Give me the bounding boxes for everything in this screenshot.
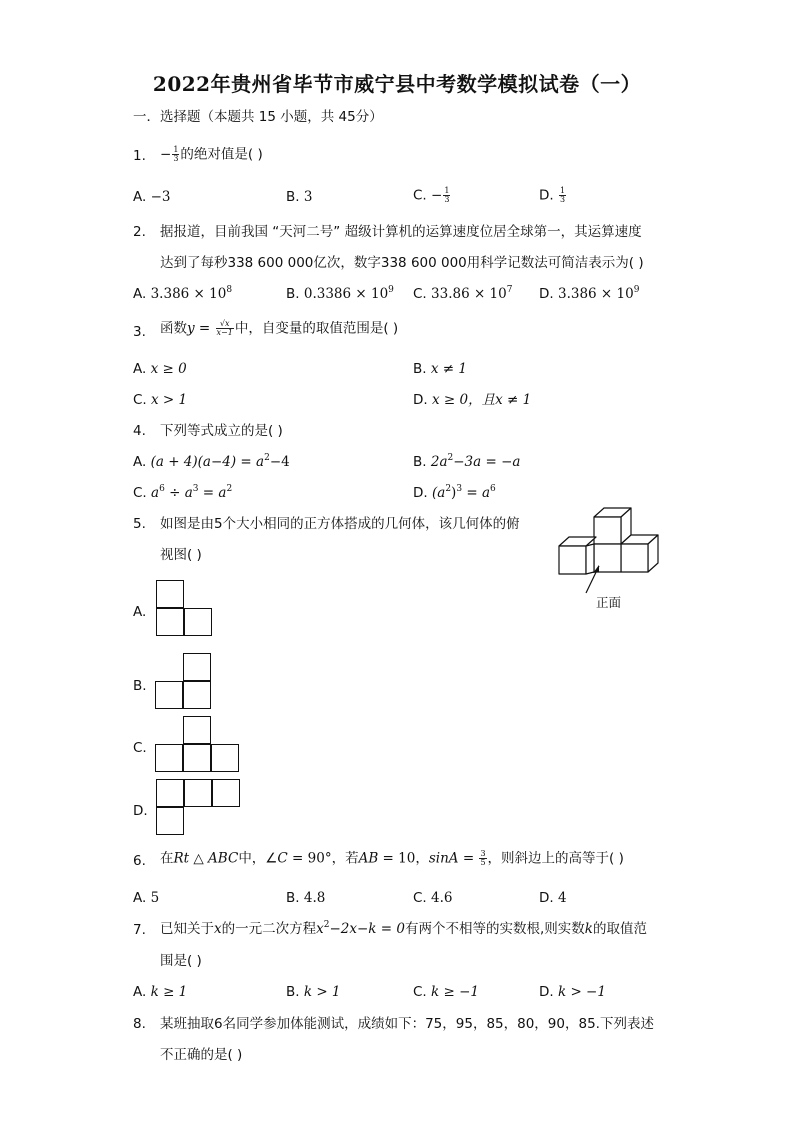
q8-number: 8. bbox=[133, 1016, 146, 1032]
q2-option-c[interactable]: C. $33.86 \times 10^7$ bbox=[413, 285, 513, 302]
q3-option-d[interactable]: D. x ≥ 0，且x ≠ 1 bbox=[413, 392, 532, 408]
q6-option-c[interactable]: C. 4.6 bbox=[413, 890, 453, 906]
q5-option-b-view[interactable] bbox=[155, 653, 215, 713]
q7-line1: 已知关于x的一元二次方程$x^2-2x-k = 0$有两个不相等的实数根,则实数k的取值范 bbox=[160, 920, 647, 937]
q3-number: 3. bbox=[133, 324, 146, 340]
q1-option-d[interactable]: D. $\frac{1}{3}$ bbox=[539, 186, 566, 204]
q1-number: 1. bbox=[133, 148, 146, 164]
q6-option-d[interactable]: D. 4 bbox=[539, 890, 567, 906]
front-label: 正面 bbox=[596, 595, 622, 610]
q5-option-a-label[interactable]: A. bbox=[133, 604, 147, 620]
q6-number: 6. bbox=[133, 853, 146, 869]
q5-line2: 视图( ) bbox=[160, 547, 202, 563]
q1-option-c[interactable]: C. − $\frac{1}{3}$ bbox=[413, 186, 450, 204]
q2-option-b[interactable]: B. $0.3386 \times 10^9$ bbox=[286, 285, 394, 302]
q1-stem: − $\frac{1}{3}$ 的绝对值是( ) bbox=[160, 145, 263, 163]
q3-option-c[interactable]: C. x > 1 bbox=[133, 392, 188, 408]
q4-stem: 下列等式成立的是( ) bbox=[160, 423, 283, 439]
q7-option-d[interactable]: D. k > −1 bbox=[539, 984, 606, 1000]
page-title: 2022年贵州省毕节市威宁县中考数学模拟试卷（一） bbox=[152, 72, 642, 96]
q7-option-c[interactable]: C. k ≥ −1 bbox=[413, 984, 479, 1000]
q2-line2: 达到了每秒338 600 000亿次，数字338 600 000用科学记数法可简洁表示为( ) bbox=[160, 255, 644, 271]
q2-option-a[interactable]: A. $3.386 \times 10^8$ bbox=[133, 285, 233, 302]
q1-option-b[interactable]: B. 3 bbox=[286, 189, 313, 205]
q4-option-b[interactable]: B. $2a^2-3a = -a$ bbox=[413, 453, 521, 470]
q3-option-b[interactable]: B. x ≠ 1 bbox=[413, 361, 467, 377]
q6-stem: 在Rt △ ABC中，∠C = 90°，若AB = 10，sinA = $\frac{3}{5}$ ，则斜边上的高等于( ) bbox=[160, 849, 624, 867]
q5-option-a-view[interactable] bbox=[156, 580, 216, 640]
q5-option-c-view[interactable] bbox=[155, 716, 243, 776]
q5-option-d-label[interactable]: D. bbox=[133, 803, 148, 819]
q2-line1: 据报道，目前我国 “天河二号” 超级计算机的运算速度位居全球第一，其运算速度 bbox=[160, 224, 642, 240]
q8-line1: 某班抽取6名同学参加体能测试，成绩如下：75，95，85，80，90，85.下列表述 bbox=[160, 1016, 654, 1032]
q1-option-a[interactable]: A. −3 bbox=[133, 189, 171, 205]
section-heading: 一．选择题（本题共 15 小题，共 45分） bbox=[133, 109, 383, 125]
q4-option-c[interactable]: C. $a^6 \div a^3 = a^2$ bbox=[133, 484, 233, 501]
q6-option-b[interactable]: B. 4.8 bbox=[286, 890, 326, 906]
q7-option-b[interactable]: B. k > 1 bbox=[286, 984, 341, 1000]
q7-option-a[interactable]: A. k ≥ 1 bbox=[133, 984, 188, 1000]
q3-option-a[interactable]: A. x ≥ 0 bbox=[133, 361, 187, 377]
q8-line2: 不正确的是( ) bbox=[160, 1047, 243, 1063]
q7-line2: 围是( ) bbox=[160, 953, 202, 969]
q5-option-d-view[interactable] bbox=[156, 779, 244, 839]
q4-option-d[interactable]: D. $(a^2)^3 = a^6$ bbox=[413, 484, 496, 501]
q4-number: 4. bbox=[133, 423, 146, 439]
q5-number: 5. bbox=[133, 516, 146, 532]
q5-line1: 如图是由5个大小相同的正方体搭成的几何体，该几何体的俯 bbox=[160, 516, 520, 532]
q7-number: 7. bbox=[133, 922, 146, 938]
q3-stem: 函数y = $\frac{√x}{x-1}$ 中，自变量的取值范围是( ) bbox=[160, 319, 399, 337]
q6-option-a[interactable]: A. 5 bbox=[133, 890, 160, 906]
q5-option-b-label[interactable]: B. bbox=[133, 678, 147, 694]
q2-number: 2. bbox=[133, 224, 146, 240]
q2-option-d[interactable]: D. $3.386 \times 10^9$ bbox=[539, 285, 640, 302]
q4-option-a[interactable]: A. $(a + 4)(a-4) = a^2-4$ bbox=[133, 453, 290, 470]
q5-option-c-label[interactable]: C. bbox=[133, 740, 147, 756]
